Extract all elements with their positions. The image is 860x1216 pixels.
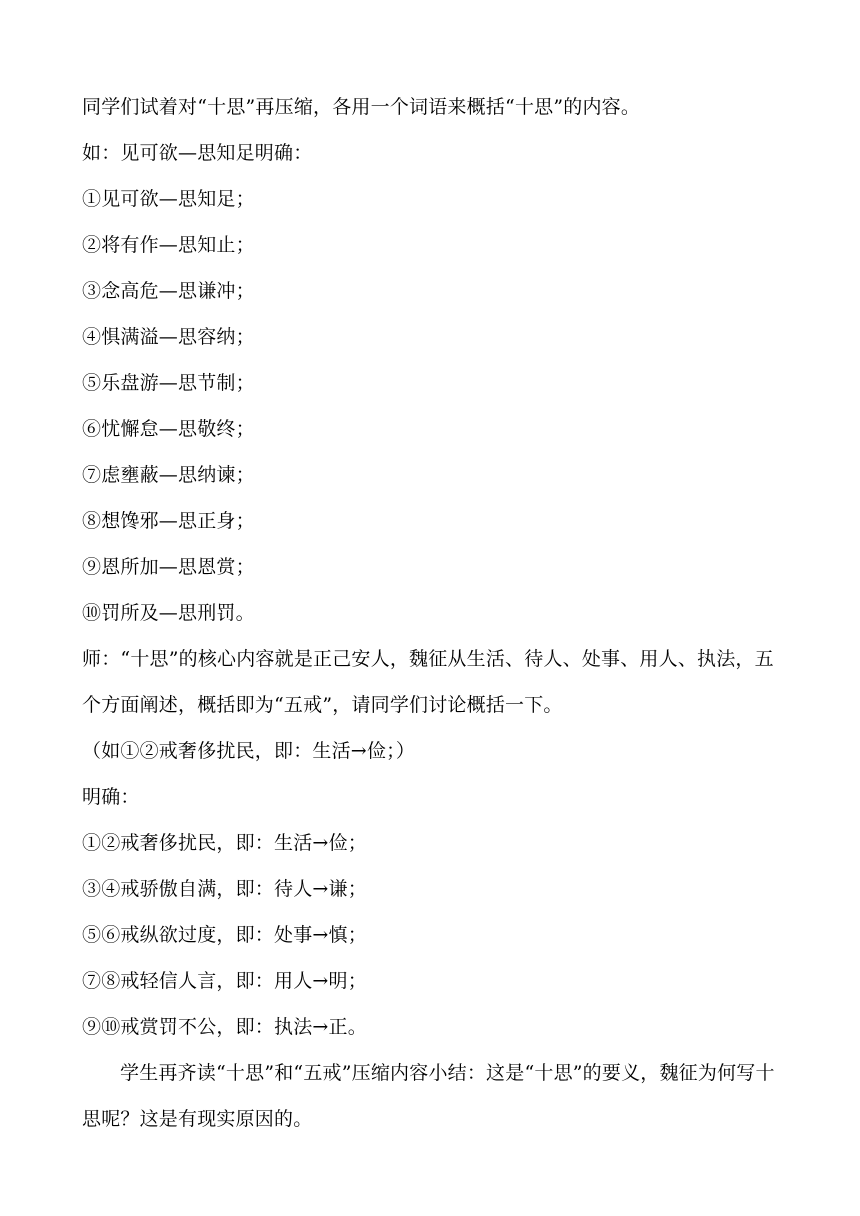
list-item: ①见可欲—思知足； [82, 188, 255, 210]
list-item: ⑤乐盘游—思节制； [82, 372, 255, 394]
list-item: ③④戒骄傲自满，即：待人→谦； [82, 878, 367, 900]
document-body [82, 84, 782, 1142]
list-item: ⑨⑩戒赏罚不公，即：执法→正。 [82, 1016, 367, 1038]
intro-paragraph: 同学们试着对“十思”再压缩，各用一个词语来概括“十思”的内容。 [82, 96, 641, 118]
summary-paragraph: 学生再齐读“十思”和“五戒”压缩内容小结：这是“十思”的要义，魏征为何写十思呢？这是有现实原因的。 [82, 1062, 775, 1130]
example-paragraph: 如：见可欲—思知足明确： [82, 142, 313, 164]
list-item: ⑧想馋邪—思正身； [82, 510, 255, 532]
list-item: ②将有作—思知止； [82, 234, 255, 256]
teacher-paragraph: 师：“十思”的核心内容就是正己安人，魏征从生活、待人、处事、用人、执法，五个方面阐述，概括即为“五戒”，请同学们讨论概括一下。 [82, 648, 774, 716]
list-item: ④惧满溢—思容纳； [82, 326, 255, 348]
list-item: ⑤⑥戒纵欲过度，即：处事→慎； [82, 924, 367, 946]
list-item: ⑦⑧戒轻信人言，即：用人→明； [82, 970, 367, 992]
list-item: ①②戒奢侈扰民，即：生活→俭； [82, 832, 367, 854]
list-item: ⑦虑壅蔽—思纳谏； [82, 464, 255, 486]
list-item: ⑨恩所加—思恩赏； [82, 556, 255, 578]
example-note: （如①②戒奢侈扰民，即：生活→俭；） [82, 740, 416, 762]
list-item: ⑩罚所及—思刑罚。 [82, 602, 255, 624]
list-item: ⑥忧懈怠—思敬终； [82, 418, 255, 440]
clarify-label: 明确： [82, 786, 140, 808]
list-item: ③念高危—思谦冲； [82, 280, 255, 302]
